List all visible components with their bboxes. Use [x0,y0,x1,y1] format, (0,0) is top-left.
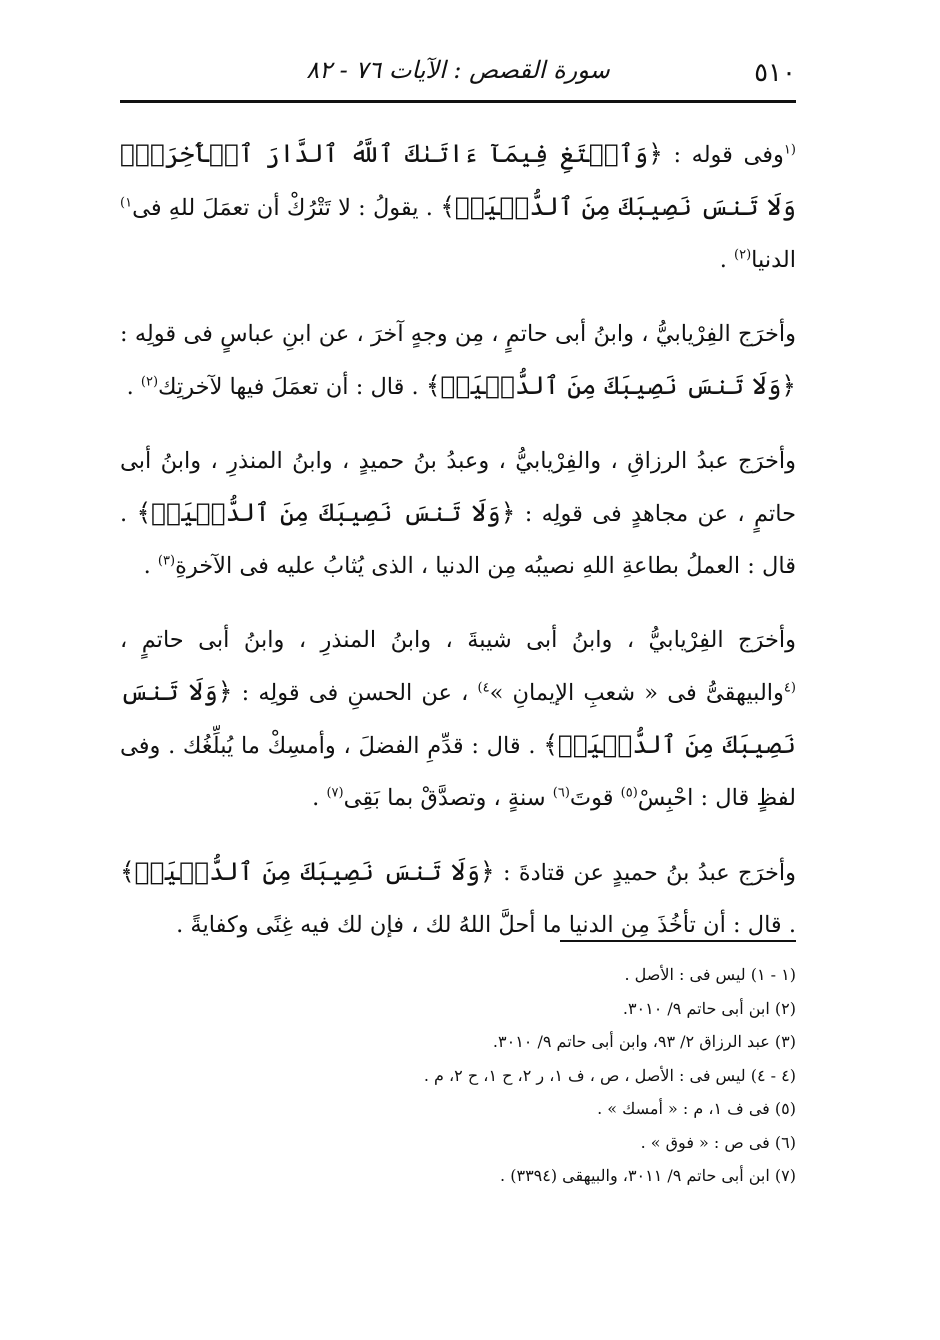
footnote-marker: (٥) [620,785,638,801]
paragraph [120,128,796,286]
text-run: والبيهقىُّ فى « شعبِ الإيمانِ » [489,680,784,706]
footnote-marker: (٢) [140,374,159,390]
text-run: وأخرَج عبدُ بنُ حميدٍ عن قتادةَ : [494,860,796,886]
footnote-marker: (٧) [326,785,344,801]
quran-verse: ﴿وَلَا تَنسَ نَصِيبَكَ مِنَ ٱلدُّنۡيَاۖ﴾ [120,857,495,886]
main-text [120,128,796,973]
footnote: (٦) فى ص : « فوق » . [640,1132,796,1152]
text-run: . [126,374,141,400]
paragraph [120,435,796,592]
quran-verse: ﴿وَلَا تَنسَ نَصِيبَكَ مِنَ ٱلدُّنۡيَاۖ﴾ [136,498,516,527]
footnote-marker: (٦) [552,785,570,801]
text-run: . قال : أن تأخُذَ مِن الدنيا ما أحلَّ اللهُ لك ، فإن لك فيه غِنًى وكفايةً . [176,912,796,938]
footnote-marker: (٢) [734,247,752,263]
text-run: قوتَ [569,785,621,811]
text-run: . [143,553,158,579]
text-run: . يقولُ : لا تَتْرُكْ أن تعمَلَ للهِ فى [132,195,441,221]
page-header [120,52,796,98]
quran-verse: ﴿وَلَا تَنسَ نَصِيبَكَ مِنَ ٱلدُّنۡيَاۖ﴾ [120,677,796,759]
paragraph [120,614,796,824]
text-run: . قال : قدِّمِ الفضلَ ، وأمسِكْ ما يُبلِّغُك . وفى لفظٍ قال : احْبِسْ [120,733,796,811]
footnote: (٤ - ٤) ليس فى : الأصل ، ص ، ف ١، ر ٢، ح ١، ح ٢، م . [423,1065,796,1085]
text-run: وفى قوله : [662,142,784,168]
footnote-marker: (١ [783,142,796,158]
text-run: وأخرَج عبدُ الرزاقِ ، والفِرْيابيُّ ، وعبدُ بنُ حميدٍ ، وابنُ المنذرِ ، وابنُ أبى حاتمٍ ، عن مجاهدٍ فى قولِه : [120,448,797,527]
text-run: الدنيا [751,247,796,273]
quran-verse: ﴿وَٱبۡتَغِ فِيمَآ ءَاتَىٰكَ ٱللَّهُ ٱلدَّارَ ٱلۡأٓخِرَةَۖ وَلَا تَنسَ نَصِيبَكَ مِنَ ٱلدُّنۡيَاۖ﴾ [120,139,796,221]
text-run: وأخرَج الفِرْيابيُّ ، وابنُ أبى شيبةَ ، وابنُ المنذرِ ، وابنُ أبى حاتمٍ ، [120,627,796,653]
footnote: (١ - ١) ليس فى : الأصل . [624,965,796,984]
text-run: . [719,247,735,273]
quran-verse: ﴿وَلَا تَنسَ نَصِيبَكَ مِنَ ٱلدُّنۡيَاۖ﴾ [425,371,796,400]
footnote: (٧) ابن أبى حاتم ٩/ ٣٠١١، والبيهقى (٣٣٩٤) . [500,1166,796,1185]
text-run: . [312,785,327,811]
text-run: سنةٍ ، وتصدَّقْ بما بَقِى [343,785,553,811]
footnote-marker: (٤ [783,680,796,696]
footnote: (٥) فى ف ١، م : « أمسك » . [597,1099,796,1118]
footnote: (٢) ابن أبى حاتم ٩/ ٣٠١٠. [622,998,796,1018]
footnote-marker: ١) [120,195,133,211]
paragraph [120,846,796,951]
header-rule [120,100,796,103]
text-run: ، عن الحسنِ فى قولِه : [232,680,478,706]
text-run: وأخرَج الفِرْيابيُّ ، وابنُ أبى حاتمٍ ، مِن وجهٍ آخرَ ، عن ابنِ عباسٍ فى قولِه : [120,321,796,347]
page-number: ٥١٠ [754,58,796,88]
paragraph [120,308,796,413]
text-run: . قال : أن تعمَلَ فيها لآخرتِك [158,374,426,400]
running-title: سورة القصص : الآيات ٧٦ - ٨٢ [306,56,610,84]
footnote-separator [560,940,796,942]
footnote: (٣) عبد الرزاق ٢/ ٩٣، وابن أبى حاتم ٩/ ٣٠١٠. [492,1032,796,1051]
text-run: . قال : العملُ بطاعةِ اللهِ نصيبُه مِن الدنيا ، الذى يُثابُ عليه فى الآخرةِ [120,501,796,579]
footnote-marker: ٤) [477,680,490,696]
footnotes [120,958,796,1193]
footnote-marker: (٣) [157,553,176,569]
